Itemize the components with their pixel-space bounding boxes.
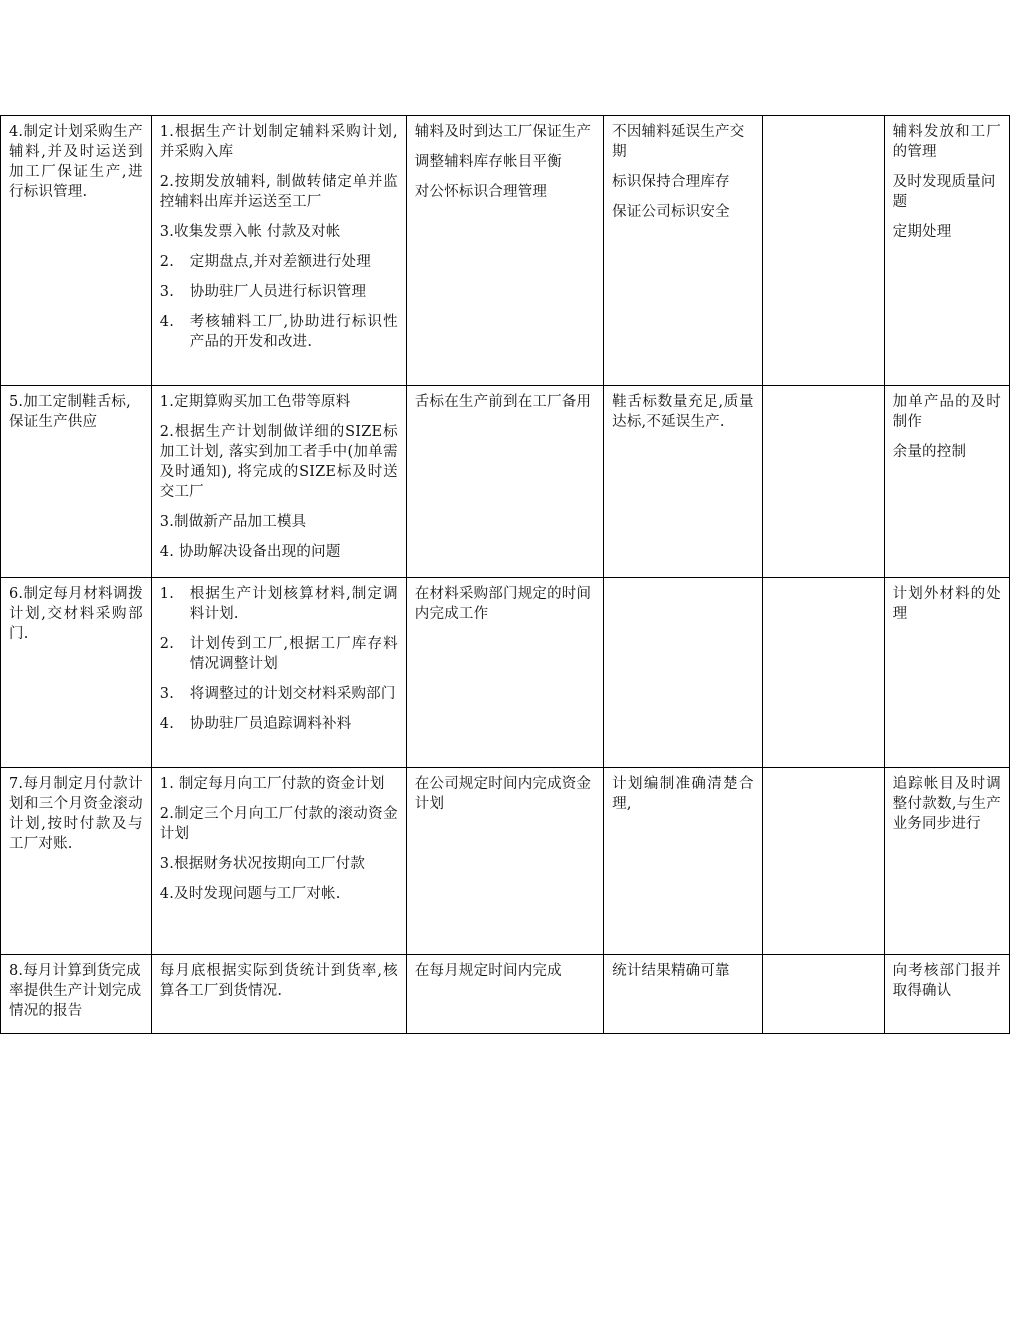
authority-item: 及时发现质量问题 — [892, 174, 996, 210]
job-duty-table — [0, 115, 1010, 1034]
task-item: 4. 考核辅料工厂,协助进行标识性产品的开发和改进. — [159, 314, 398, 350]
task-item: 1. 根据生产计划核算材料,制定调料计划. — [159, 586, 398, 622]
standard-cell — [406, 386, 603, 578]
task-item: 2.制定三个月向工厂付款的滚动资金计划 — [159, 806, 398, 842]
result-cell — [604, 116, 763, 386]
table-row — [1, 578, 1010, 768]
duty-text: 4.制定计划采购生产辅料,并及时运送到加工厂保证生产,进行标识管理. — [9, 124, 143, 200]
tasks-cell — [151, 386, 406, 578]
result-cell — [604, 768, 763, 955]
authority-cell — [884, 116, 1009, 386]
table-row — [1, 386, 1010, 578]
table-row — [1, 955, 1010, 1034]
task-item: 3.根据财务状况按期向工厂付款 — [159, 856, 366, 872]
task-item: 3.制做新产品加工模具 — [159, 514, 307, 530]
result-item: 统计结果精确可靠 — [612, 963, 730, 979]
tasks-cell — [151, 955, 406, 1034]
task-item: 4. 协助驻厂员追踪调料补料 — [159, 716, 352, 732]
tasks-cell — [151, 578, 406, 768]
task-item: 4. 协助解决设备出现的问题 — [159, 544, 341, 560]
blank-cell — [762, 116, 884, 386]
blank-cell — [762, 955, 884, 1034]
task-item: 3.收集发票入帐 付款及对帐 — [159, 224, 341, 240]
result-cell — [604, 386, 763, 578]
standard-item: 舌标在生产前到在工厂备用 — [414, 394, 592, 410]
duty-text: 8.每月计算到货完成率提供生产计划完成情况的报告 — [9, 963, 142, 1019]
authority-item: 余量的控制 — [892, 444, 967, 460]
duty-cell — [1, 578, 152, 768]
authority-item: 计划外材料的处理 — [892, 586, 1001, 622]
duty-text: 6.制定每月材料调拨计划,交材料采购部门. — [9, 586, 143, 642]
standard-cell — [406, 955, 603, 1034]
duty-text: 5.加工定制鞋舌标,保证生产供应 — [9, 394, 131, 430]
standard-item: 在每月规定时间内完成 — [414, 963, 562, 979]
task-item: 2.根据生产计划制做详细的SIZE标加工计划, 落实到加工者手中(加单需及时通知), 将完成的SIZE标及时送交工厂 — [159, 424, 398, 500]
authority-cell — [884, 578, 1009, 768]
task-item: 3. 协助驻厂人员进行标识管理 — [159, 284, 367, 300]
standard-item: 对公怀标识合理管理 — [414, 184, 548, 200]
duty-cell — [1, 768, 152, 955]
tasks-cell — [151, 768, 406, 955]
table-row — [1, 768, 1010, 955]
authority-item: 加单产品的及时制作 — [892, 394, 1001, 430]
task-item: 1. 制定每月向工厂付款的资金计划 — [159, 776, 385, 792]
duty-cell — [1, 116, 152, 386]
task-item: 2.按期发放辅料, 制做转储定单并监控辅料出库并运送至工厂 — [159, 174, 398, 210]
standard-cell — [406, 768, 603, 955]
result-cell — [604, 955, 763, 1034]
result-item: 不因辅料延误生产交期 — [612, 124, 745, 160]
blank-cell — [762, 768, 884, 955]
standard-cell — [406, 578, 603, 768]
table-row — [1, 116, 1010, 386]
tasks-cell — [151, 116, 406, 386]
standard-cell — [406, 116, 603, 386]
duty-text: 7.每月制定月付款计划和三个月资金滚动计划,按时付款及与工厂对账. — [9, 776, 143, 852]
task-item: 3. 将调整过的计划交材料采购部门 — [159, 686, 396, 702]
result-cell — [604, 578, 763, 768]
standard-item: 调整辅料库存帐目平衡 — [414, 154, 562, 170]
task-item: 每月底根据实际到货统计到货率,核算各工厂到货情况. — [159, 963, 398, 999]
blank-cell — [762, 386, 884, 578]
authority-item: 向考核部门报并取得确认 — [892, 963, 1001, 999]
result-item: 标识保持合理库存 — [612, 174, 730, 190]
task-item: 4.及时发现问题与工厂对帐. — [159, 886, 341, 902]
authority-item: 定期处理 — [892, 224, 952, 240]
task-item: 2. 定期盘点,并对差额进行处理 — [159, 254, 371, 270]
task-item: 1.根据生产计划制定辅料采购计划,并采购入库 — [159, 124, 398, 160]
authority-item: 追踪帐目及时调整付款数,与生产业务同步进行 — [892, 776, 1001, 832]
result-item: 保证公司标识安全 — [612, 204, 730, 220]
task-item: 2. 计划传到工厂,根据工厂库存料情况调整计划 — [159, 636, 398, 672]
authority-item: 辅料发放和工厂的管理 — [892, 124, 1001, 160]
task-item: 1.定期算购买加工色带等原料 — [159, 394, 351, 410]
authority-cell — [884, 955, 1009, 1034]
standard-item: 在公司规定时间内完成资金计划 — [414, 776, 592, 812]
result-item: 计划编制准确清楚合理, — [612, 776, 754, 812]
result-item: 鞋舌标数量充足,质量达标,不延误生产. — [612, 394, 754, 430]
duty-cell — [1, 386, 152, 578]
standard-item: 辅料及时到达工厂保证生产 — [414, 124, 592, 140]
standard-item: 在材料采购部门规定的时间内完成工作 — [414, 586, 592, 622]
duty-cell — [1, 955, 152, 1034]
authority-cell — [884, 386, 1009, 578]
authority-cell — [884, 768, 1009, 955]
blank-cell — [762, 578, 884, 768]
